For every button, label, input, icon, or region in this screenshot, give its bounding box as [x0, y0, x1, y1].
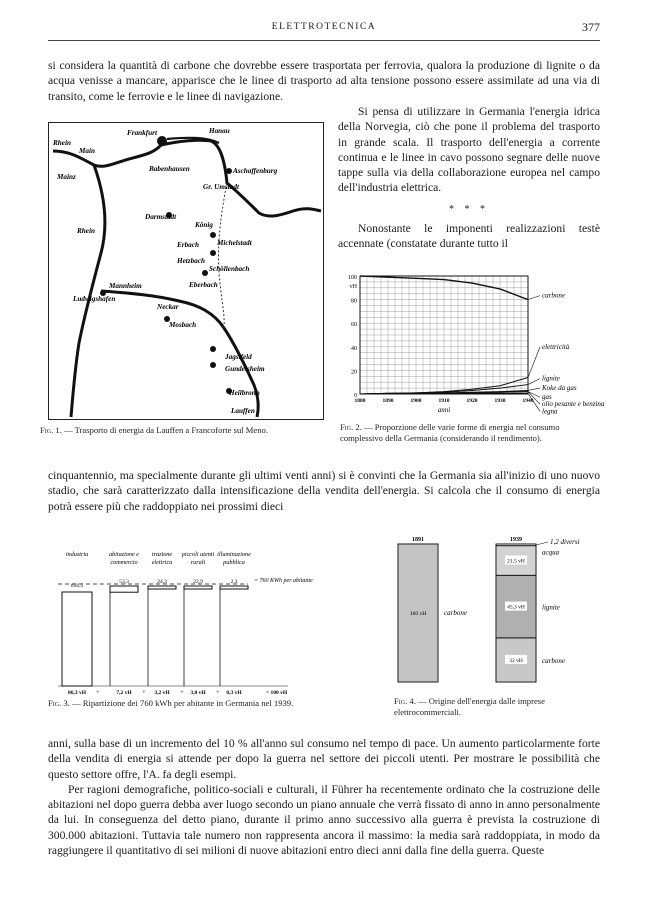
legend-leader	[528, 347, 540, 377]
sum-label: = 100 vH	[266, 690, 288, 696]
figure-3-chart	[48, 538, 313, 696]
legend-label: olio pesante e benzina	[542, 400, 605, 409]
map-label: Gundelsheim	[225, 365, 265, 373]
figure-4-caption-lead: Fig. 4.	[394, 696, 416, 706]
percent-label: 0,3 vH	[226, 690, 242, 696]
map-label: Schöllenbach	[209, 265, 250, 273]
legend-leader	[528, 296, 540, 300]
map-label: Michelstadt	[217, 239, 252, 247]
bar-1	[110, 586, 138, 592]
segment-label: 32 vH	[509, 657, 523, 664]
bar-value-label: 24,3	[157, 579, 167, 585]
map-label: Aschaffenburg	[233, 167, 278, 175]
figure-2-chart	[338, 268, 605, 418]
map-label: Mosbach	[169, 321, 197, 329]
legend-label: carbone	[542, 291, 565, 300]
figure-4-chart	[388, 532, 610, 692]
legend-label: lignite	[542, 374, 560, 383]
category-label: pubblica	[223, 559, 245, 566]
bar-value-label: 2.3	[230, 579, 238, 585]
bar-2	[148, 586, 176, 589]
map-label: Neckar	[157, 303, 179, 311]
bar-value-label: 53,3	[119, 579, 129, 585]
map-label: Rhein	[53, 139, 71, 147]
category-label: industria	[65, 551, 89, 558]
y-tick-label: 100	[348, 275, 357, 281]
figure-2-plot	[338, 268, 605, 418]
legend-leader	[528, 379, 540, 385]
category-label: rurali	[190, 559, 206, 566]
figure-4-plot	[388, 532, 610, 692]
section-stars: * * *	[449, 203, 489, 215]
category-label: piccoli utenti	[181, 551, 215, 558]
paragraph-3-text: Nonostante le imponenti realizzazioni testè accennate (constatate durante tutto il	[338, 222, 600, 251]
running-title: ELETTROTECNICA	[271, 22, 377, 32]
side-label: acqua	[542, 548, 560, 557]
y-tick-label: 0	[354, 393, 357, 399]
legend-label: legna	[542, 407, 558, 416]
paragraph-4-text: cinquantennio, ma specialmente durante gli ultimi venti anni) si è convinti che la Germania sia all'inizio di uno nuovo stadio, che sarà caratterizzato dalla intensificazione della vendita dell'energia. Si calcola che il consumo di energia potrà essere più che raddoppiato nei prossimi dieci	[48, 469, 600, 513]
x-tick-label: 1880	[354, 398, 366, 404]
x-tick-label: 1900	[410, 398, 422, 404]
map-label: Lauffen	[231, 407, 255, 415]
legend-label: elettricità	[542, 343, 570, 351]
figure-4-caption	[394, 696, 604, 717]
side-label: carbone	[542, 656, 565, 665]
bar-1891-label: 100 vH	[409, 611, 427, 617]
paragraph-4	[48, 468, 600, 514]
figure-3-caption-text: — Ripartizione dei 760 kWh per abitante in Germania nel 1939.	[72, 698, 294, 708]
running-header	[48, 18, 600, 41]
bar-4	[220, 586, 248, 589]
paragraph-1-text: si considera la quantità di carbone che dovrebbe essere trasportata per ferrovia, qualora la produzione di lignite o da acqua venisse a mancare, apparisce che le linee di trasporto ad alta tensione possono essere assimilate ad una via di transito, come le ferrovie e le linee di navigazione.	[48, 59, 600, 103]
misc-label: 1,2 diversi	[550, 538, 580, 546]
side-label: lignite	[542, 603, 560, 612]
paragraph-5-text: anni, sulla base di un incremento del 10 % all'anno sul consumo nel tempo di pace. Un aumento particolarmente forte della vendita di energia si attende per dopo la guerra nel settore dei piccoli utenti. Per mostrare le possibilità che questo settore offre, l'A. fa degli esempi.	[48, 737, 600, 781]
map-label: Rhein	[77, 227, 95, 235]
year-label: 1891	[412, 537, 424, 543]
paragraph-1	[48, 58, 600, 104]
percent-label: 3,0 vH	[190, 690, 206, 696]
plus-sign: +	[180, 690, 184, 696]
map-label: Hanau	[209, 127, 230, 135]
map-label: Gr. Umstadt	[203, 183, 239, 191]
figure-3-plot	[48, 538, 313, 696]
misc-leader	[536, 542, 548, 545]
percent-label: 86,3 vH	[67, 690, 87, 696]
figure-1-caption-text: — Trasporto di energia da Lauffen a Francoforte sul Meno.	[64, 425, 268, 435]
percent-label: 3,2 vH	[154, 690, 170, 696]
map-label: Babenhausen	[149, 165, 190, 173]
map-label: Mainz	[57, 173, 76, 181]
figure-3-caption-lead: Fig. 3.	[48, 698, 70, 708]
category-label: trazione	[151, 551, 173, 558]
paragraph-5	[48, 736, 600, 858]
legend-label: Koke da gas	[542, 384, 577, 393]
x-tick-label: 1920	[466, 398, 478, 404]
legend-leader	[528, 388, 540, 390]
map-drawing	[49, 123, 323, 419]
x-tick-label: 1930	[494, 398, 506, 404]
total-label: = 760 KWh per abitante	[254, 578, 313, 584]
percent-label: 7,2 vH	[116, 690, 132, 696]
paragraph-2-text: Si pensa di utilizzare in Germania l'energia idrica della Norvegia, ciò che pone il problema del trasporto in grande scala. Il trasporto dell'energia a corrente continua e le linee in cavo possono segnare delle nuove tappe sulla via della collaborazione europea nel campo dell'industria elettrica.	[338, 105, 600, 195]
map-label: Frankfurt	[127, 129, 157, 137]
bar-0	[62, 592, 92, 686]
page-number: 377	[582, 20, 600, 34]
category-label: elettrica	[151, 559, 173, 566]
x-tick-label: 1940	[522, 398, 534, 404]
y-tick-label: 20	[351, 369, 357, 376]
bar-3	[184, 586, 212, 589]
figure-2-caption-lead: Fig. 2.	[340, 422, 362, 432]
plus-sign: +	[216, 690, 220, 696]
y-tick-label: 80	[351, 298, 357, 305]
map-label: Ludwigshafen	[73, 295, 116, 303]
category-label: abitazione e	[108, 551, 140, 558]
legend-label: gas	[542, 393, 552, 402]
figure-3-caption	[48, 698, 310, 709]
map-label: Eberbach	[189, 281, 218, 289]
bar-value-label: 22,9	[193, 579, 203, 585]
segment-label: 45,3 vH	[507, 604, 525, 611]
figure-1-map	[48, 122, 324, 420]
map-label: Main	[79, 147, 95, 155]
year-label: 1939	[510, 537, 522, 543]
map-label: Hetzbach	[177, 257, 205, 265]
map-label: Darmstadt	[145, 213, 177, 221]
bar-value-label: 656.5	[70, 583, 84, 589]
segment-label: 21,5 vH	[507, 558, 525, 565]
plus-sign: +	[96, 690, 100, 696]
category-label: illuminazione	[217, 551, 251, 558]
x-axis-label: anni	[437, 406, 451, 414]
y-tick-label: 40	[351, 345, 357, 352]
side-label: carbone	[444, 609, 467, 617]
figure-4-caption-text: — Origine dell'energia dalle imprese elettrocommerciali.	[394, 696, 545, 717]
figure-2-caption	[340, 422, 602, 443]
x-tick-label: 1910	[438, 398, 450, 404]
paragraph-6-text: Per ragioni demografiche, politico-sociali e culturali, il Führer ha recentemente ordinato che la costruzione delle abitazioni nel dopo guerra debba aver luogo secondo un piano annuale che verrà fissato di anno in anno personalmente da lui. In conseguenza del detto piano, durante il primo anno successivo alla guerra è prevista la costruzione di 300.000 abitazioni. Tuttavia tale numero non rappresenta ancora il massimo: la media sarà raddoppiata, in modo da raggiungere il quantitativo di sei milioni di nuove abitazioni entro dieci anni dalla fine della guerra. Queste	[48, 782, 600, 858]
y-tick-label: 60	[351, 322, 357, 329]
map-label: Erbach	[177, 241, 199, 249]
map-label: Heilbronn	[229, 389, 260, 397]
plus-sign: +	[142, 690, 146, 696]
category-label: commercio	[110, 559, 138, 566]
y-axis-label: vH	[349, 284, 357, 290]
figure-1-caption	[40, 425, 325, 436]
figure-2-caption-text: — Proporzione delle varie forme di energia nel consumo complessivo della Germania (considerando il rendimento).	[340, 422, 560, 443]
map-label: König	[195, 221, 213, 229]
map-label: Mannheim	[109, 282, 142, 290]
x-tick-label: 1890	[382, 398, 394, 404]
paragraph-2	[338, 104, 600, 252]
figure-1-caption-lead: Fig. 1.	[40, 425, 62, 435]
map-label: Jagstfeld	[225, 353, 252, 361]
